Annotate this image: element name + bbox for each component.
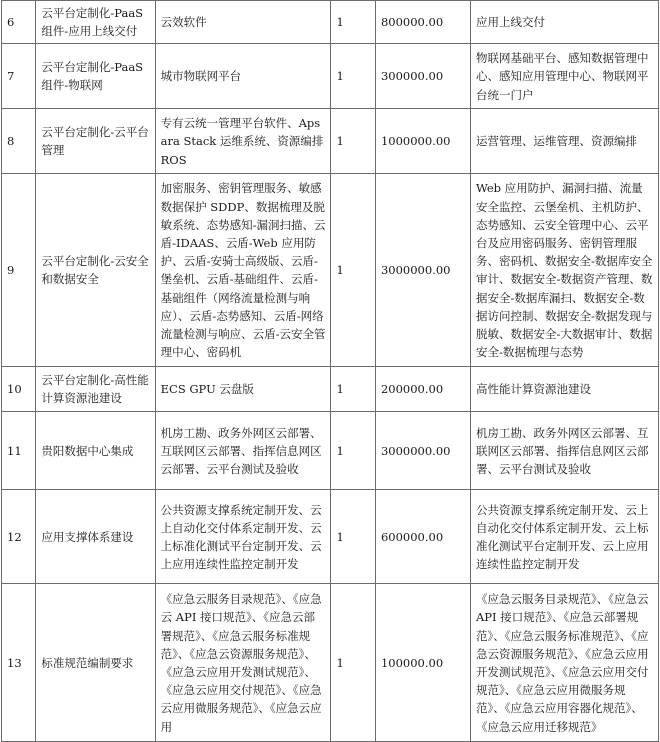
procurement-table xyxy=(1,0,659,742)
item-remark: 公共资源支撑系统定制开发、云上自动化交付体系定制开发、云上标准化测试平台定制开发、云上应用连续性监控定制开发 xyxy=(470,490,658,584)
item-content: 专有云统一管理平台软件、Apsara Stack 运维系统、资源编排 ROS xyxy=(155,109,331,174)
row-number: 6 xyxy=(2,1,36,44)
table-row xyxy=(2,109,659,174)
item-content: 城市物联网平台 xyxy=(155,44,331,109)
item-amount: 3000000.00 xyxy=(375,412,470,490)
item-remark: 运营管理、运维管理、资源编排 xyxy=(470,109,658,174)
item-content: 加密服务、密钥管理服务、敏感数据保护 SDDP、数据梳理及脱敏系统、态势感知-漏洞扫描、云盾-IDAAS、云盾-Web 应用防护、云盾-安骑士高级版、云盾-堡垒机、云盾-基础组件、云盾-基础组件（网络流量检测与响应）、云盾-态势感知、云盾-网络流量检测与响应、云盾-云安全管理中心、密码机 xyxy=(155,174,331,367)
item-content: 公共资源支撑系统定制开发、云上自动化交付体系定制开发、云上标准化测试平台定制开发、云上应用连续性监控定制开发 xyxy=(155,490,331,584)
table-row xyxy=(2,367,659,412)
item-name: 标准规范编制要求 xyxy=(36,584,155,742)
table-row xyxy=(2,490,659,584)
item-name: 贵阳数据中心集成 xyxy=(36,412,155,490)
item-quantity: 1 xyxy=(331,44,375,109)
table-row xyxy=(2,412,659,490)
row-number: 9 xyxy=(2,174,36,367)
item-amount: 3000000.00 xyxy=(375,174,470,367)
item-name: 应用支撑体系建设 xyxy=(36,490,155,584)
item-name: 云平台定制化-云安全和数据安全 xyxy=(36,174,155,367)
item-quantity: 1 xyxy=(331,367,375,412)
item-name: 云平台定制化-高性能计算资源池建设 xyxy=(36,367,155,412)
item-amount: 300000.00 xyxy=(375,44,470,109)
item-name: 云平台定制化-云平台管理 xyxy=(36,109,155,174)
item-quantity: 1 xyxy=(331,1,375,44)
item-amount: 800000.00 xyxy=(375,1,470,44)
row-number: 12 xyxy=(2,490,36,584)
row-number: 11 xyxy=(2,412,36,490)
item-remark: 机房工勘、政务外网区云部署、互联网区云部署、指挥信息网区云部署、云平台测试及验收 xyxy=(470,412,658,490)
item-remark: Web 应用防护、漏洞扫描、流量安全监控、云堡垒机、主机防护、态势感知、云安全管理中心、云平台及应用密码服务、密钥管理服务、密码机、数据安全-数据库安全审计、数据安全-数据资产管理、数据安全-数据库漏扫、数据安全-数据访问控制、数据安全-数据发现与脱敏、数据安全-大数据审计、数据安全-数据梳理与态势 xyxy=(470,174,658,367)
item-amount: 100000.00 xyxy=(375,584,470,742)
item-quantity: 1 xyxy=(331,174,375,367)
row-number: 8 xyxy=(2,109,36,174)
item-quantity: 1 xyxy=(331,412,375,490)
row-number: 10 xyxy=(2,367,36,412)
table-row xyxy=(2,44,659,109)
item-content: 《应急云服务目录规范》、《应急云 API 接口规范》、《应急云部署规范》、《应急云服务标准规范》、《应急云资源服务规范》、《应急云应用开发测试规范》、《应急云应用交付规范》、《应急云应用微服务规范》、《应急云应用 xyxy=(155,584,331,742)
item-quantity: 1 xyxy=(331,490,375,584)
item-quantity: 1 xyxy=(331,584,375,742)
item-content: 云效软件 xyxy=(155,1,331,44)
table-row xyxy=(2,584,659,742)
item-remark: 高性能计算资源池建设 xyxy=(470,367,658,412)
item-amount: 1000000.00 xyxy=(375,109,470,174)
item-quantity: 1 xyxy=(331,109,375,174)
row-number: 13 xyxy=(2,584,36,742)
item-name: 云平台定制化-PaaS组件-物联网 xyxy=(36,44,155,109)
item-content: 机房工勘、政务外网区云部署、互联网区云部署、指挥信息网区云部署、云平台测试及验收 xyxy=(155,412,331,490)
row-number: 7 xyxy=(2,44,36,109)
item-remark: 物联网基础平台、感知数据管理中心、感知应用管理中心、物联网平台统一门户 xyxy=(470,44,658,109)
item-content: ECS GPU 云盘版 xyxy=(155,367,331,412)
table-row xyxy=(2,174,659,367)
item-remark: 应用上线交付 xyxy=(470,1,658,44)
item-amount: 200000.00 xyxy=(375,367,470,412)
table-row xyxy=(2,1,659,44)
item-remark: 《应急云服务目录规范》、《应急云 API 接口规范》、《应急云部署规范》、《应急云服务标准规范》、《应急云资源服务规范》、《应急云应用开发测试规范》、《应急云应用交付规范》、《应急云应用微服务规范》、《应急云应用容器化规范》、《应急云应用迁移规范》 xyxy=(470,584,658,742)
item-name: 云平台定制化-PaaS组件-应用上线交付 xyxy=(36,1,155,44)
item-amount: 600000.00 xyxy=(375,490,470,584)
